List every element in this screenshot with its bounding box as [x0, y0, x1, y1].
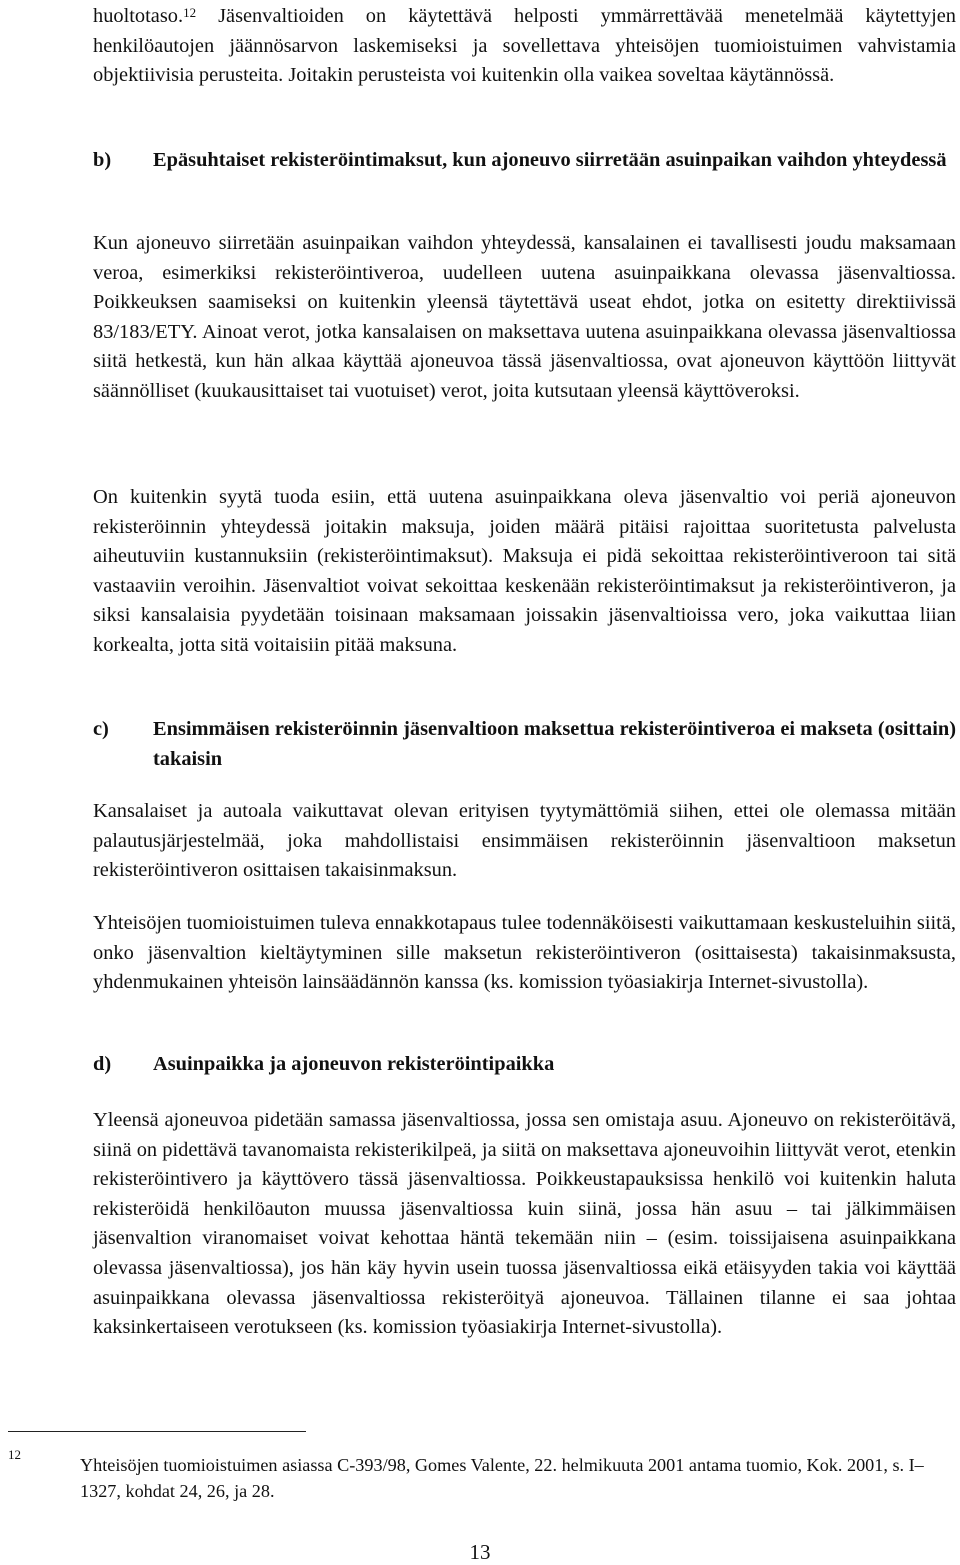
section-c-paragraph-1: Kansalaiset ja autoala vaikuttavat olevan erityisen tyytymättömiä siihen, ettei ole olemassa mitään palautusjärjestelmää, joka mahdollistaisi ensimmäisen rekisteröinnin jäsenvaltioon maksetun rekisteröintiveron osittaisen takaisinmaksun. — [93, 800, 956, 882]
section-title-c: Ensimmäisen rekisteröinnin jäsenvaltioon maksettua rekisteröintiveroa ei makseta (osittain) takaisin — [153, 718, 956, 770]
section-title-b: Epäsuhtaiset rekisteröintimaksut, kun ajoneuvo siirretään asuinpaikan vaihdon yhteydessä — [153, 149, 947, 171]
section-letter-b: b) — [93, 149, 112, 171]
section-letter-c: c) — [93, 718, 109, 740]
section-d-paragraph-1: Yleensä ajoneuvoa pidetään samassa jäsenvaltiossa, jossa sen omistaja asuu. Ajoneuvo on rekisteröitävä, siinä on pidettävä tavanomaista rekisterikilpeä, ja siitä on maksettava ajoneuvoihin liittyvät verot, etenkin rekisteröintivero ja käyttövero tässä jäsenvaltiossa. Poikkeustapauksissa henkilö voi kuitenkin haluta rekisteröidä henkilöauton muussa jäsenvaltiossa kuin siinä, jossa hän asuu – tai jälkimmäisen jäsenvaltion viranomaiset voivat kehottaa häntä tekemään niin – (esim. toissijaisena asuinpaikkana olevassa jäsenvaltiossa), jos hän käy hyvin usein tuossa jäsenvaltiossa eikä etäisyyden takia voi käyttää asuinpaikkana olevassa jäsenvaltiossa rekisteröityä ajoneuvoa. Tällainen tilanne ei saa johtaa kaksinkertaiseen verotukseen (ks. komission työasiakirja Internet-sivustolla). — [93, 1109, 956, 1339]
intro-text-rest: Jäsenvaltioiden on käytettävä helposti ymmärrettävää menetelmää käytettyjen henkilöautojen jäännösarvon laskemiseksi ja sovellettava yhteisöjen tuomioistuimen vahvistamia objektiivisia perusteita. Joitakin perusteista voi kuitenkin olla vaikea soveltaa käytännössä. — [93, 5, 956, 87]
section-b-paragraph-2: On kuitenkin syytä tuoda esiin, että uutena asuinpaikkana oleva jäsenvaltio voi periä ajoneuvon rekisteröinnin yhteydessä joitakin maksuja, joiden määrä pitäisi rajoittaa suoritetusta palvelusta aiheutuviin kustannuksiin (rekisteröintimaksut). Maksuja ei pidä sekoittaa rekisteröintiveroon tai sitä vastaaviin veroihin. Jäsenvaltiot voivat sekoittaa keskenään rekisteröintimaksut ja rekisteröintiveron, ja siksi kansalaisia pyydetään toisinaan maksamaan joissakin jäsenvaltioissa vero, joka vaikuttaa liian korkealta, jotta sitä voitaisiin pitää maksuna. — [93, 486, 956, 656]
section-heading-b — [93, 146, 956, 176]
page-number: 13 — [469, 1540, 491, 1564]
footnote-text: Yhteisöjen tuomioistuimen asiassa C-393/98, Gomes Valente, 22. helmikuuta 2001 antama tuomio, Kok. 2001, s. I–1327, kohdat 24, 26, ja 28. — [80, 1455, 924, 1501]
section-title-d: Asuinpaikka ja ajoneuvon rekisteröintipaikka — [153, 1053, 555, 1075]
section-b-paragraph-1: Kun ajoneuvo siirretään asuinpaikan vaihdon yhteydessä, kansalainen ei tavallisesti joudu maksamaan veroa, esimerkiksi rekisteröintiveroa, uudelleen uutena asuinpaikkana olevassa jäsenvaltiossa. Poikkeuksen saamiseksi on kuitenkin yleensä täytettävä useat ehdot, jotka on esitetty direktiivissä 83/183/ETY. Ainoat verot, jotka kansalaisen on maksettava uutena asuinpaikkana olevassa jäsenvaltiossa siitä hetkestä, kun hän alkaa käyttää ajoneuvoa tässä jäsenvaltiossa, ovat ajoneuvon käyttöön liittyvät säännölliset (kuukausittaiset tai vuotuiset) verot, joita kutsutaan yleensä käyttöveroksi. — [93, 232, 956, 402]
footnote-reference[interactable]: 12 — [183, 5, 197, 20]
section-heading-c — [93, 715, 956, 774]
intro-text-start: huoltotaso. — [93, 5, 184, 27]
footnote-separator — [8, 1431, 306, 1432]
section-c-paragraph-2: Yhteisöjen tuomioistuimen tuleva ennakkotapaus tulee todennäköisesti vaikuttamaan keskusteluihin siitä, onko jäsenvaltion kieltäytyminen sille maksetun rekisteröintiveron (osittaisesta) takaisinmaksusta, yhdenmukainen yhteisön lainsäädännön kanssa (ks. komission työasiakirja Internet-sivustolla). — [93, 912, 956, 994]
section-heading-d — [93, 1050, 956, 1080]
intro-paragraph — [93, 2, 956, 91]
footnote-number: 12 — [8, 1447, 21, 1462]
section-letter-d: d) — [93, 1053, 112, 1075]
